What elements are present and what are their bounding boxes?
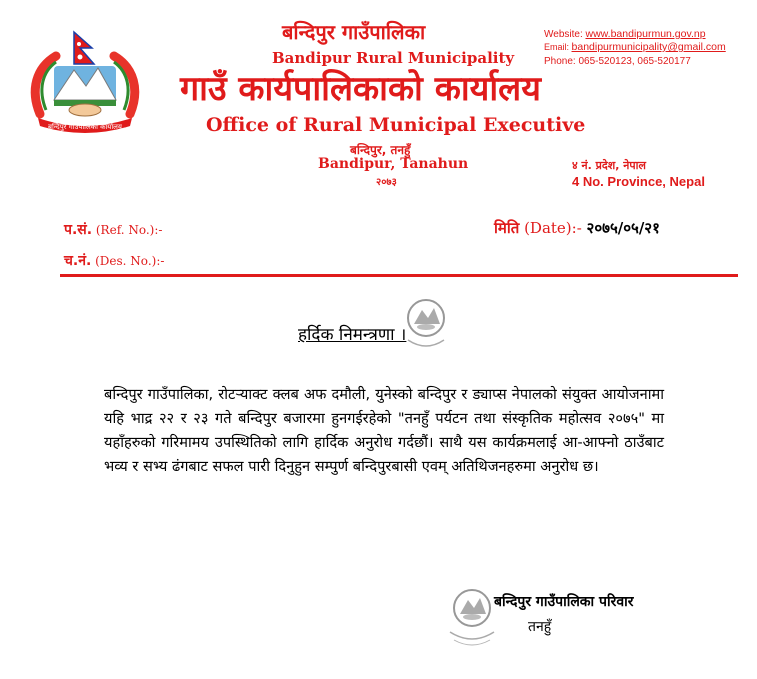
letter-title: हर्दिक निमन्त्रणा । bbox=[298, 325, 407, 345]
address-np: बन्दिपुर, तनहुँ bbox=[350, 143, 411, 157]
header-divider bbox=[60, 274, 738, 277]
website-line bbox=[544, 28, 706, 40]
email-line bbox=[544, 41, 726, 53]
emblem-icon bbox=[26, 30, 144, 138]
established-year: २०७३ bbox=[376, 177, 397, 188]
municipality-name-np: बन्दिपुर गाउँपालिका bbox=[282, 20, 426, 44]
date-value: २०७५/०५/२१ bbox=[586, 219, 660, 237]
ref-label-np: प.सं. bbox=[64, 222, 93, 238]
date-label-en: (Date):- bbox=[519, 219, 587, 237]
email-link[interactable]: bandipurmunicipality@gmail.com bbox=[571, 41, 726, 53]
des-no bbox=[64, 251, 164, 270]
stamp-seal-bottom bbox=[444, 586, 500, 652]
ref-label-en: (Ref. No.):- bbox=[92, 223, 163, 237]
emblem-logo bbox=[26, 30, 144, 138]
seal-icon bbox=[400, 296, 452, 358]
phone-line: Phone: 065-520123, 065-520177 bbox=[544, 56, 691, 67]
letter-body: बन्दिपुर गाउँपालिका, रोटऱ्याक्ट क्लब अफ दमौली, युनेस्को बन्दिपुर र ड्याप्स नेपालको संयुक्त आयोजनामा यहि भाद्र २२ र २३ गते बन्दिपुर बजारमा हुनगईरहेको "तनहुँ पर्यटन तथा संस्कृतिक महोत्सव २०७५" मा यहाँहरुको गरिमामय उपस्थितिको लागि हार्दिक अनुरोध गर्दछौं। साथै यस कार्यक्रमलाई आ-आफ्नो ठाउँबाट भव्य र सभ्य ढंगबाट सफल पारी दिनुहुन सम्पुर्ण बन्दिपुरबासी एवम् अतिथिजनहरुमा अनुरोध छ। bbox=[104, 386, 664, 475]
des-label-np: च.नं. bbox=[64, 253, 92, 269]
province-en: 4 No. Province, Nepal bbox=[572, 174, 705, 189]
office-name-en: Office of Rural Municipal Executive bbox=[206, 114, 586, 136]
date-line bbox=[494, 218, 660, 238]
signature-place: तनहुँ bbox=[528, 619, 552, 635]
stamp-seal-top bbox=[400, 296, 452, 358]
province-np: ४ नं. प्रदेश, नेपाल bbox=[572, 159, 646, 172]
municipality-name-en: Bandipur Rural Municipality bbox=[272, 49, 515, 67]
address-en: Bandipur, Tanahun bbox=[318, 156, 469, 172]
des-label-en: (Des. No.):- bbox=[91, 254, 165, 268]
date-label-np: मिति bbox=[494, 219, 520, 237]
website-label: Website: bbox=[544, 29, 586, 40]
svg-text:बन्दिपुर गाउँपालिका कार्यालय: बन्दिपुर गाउँपालिका कार्यालय bbox=[48, 123, 122, 131]
office-name-np: गाउँ कार्यपालिकाको कार्यालय bbox=[180, 69, 541, 109]
signature-organization: बन्दिपुर गाउँपालिका परिवार bbox=[494, 594, 634, 610]
seal-icon bbox=[444, 586, 500, 652]
website-link[interactable]: www.bandipurmun.gov.np bbox=[585, 28, 706, 40]
email-label: Email: bbox=[544, 42, 572, 52]
ref-no bbox=[64, 220, 162, 239]
